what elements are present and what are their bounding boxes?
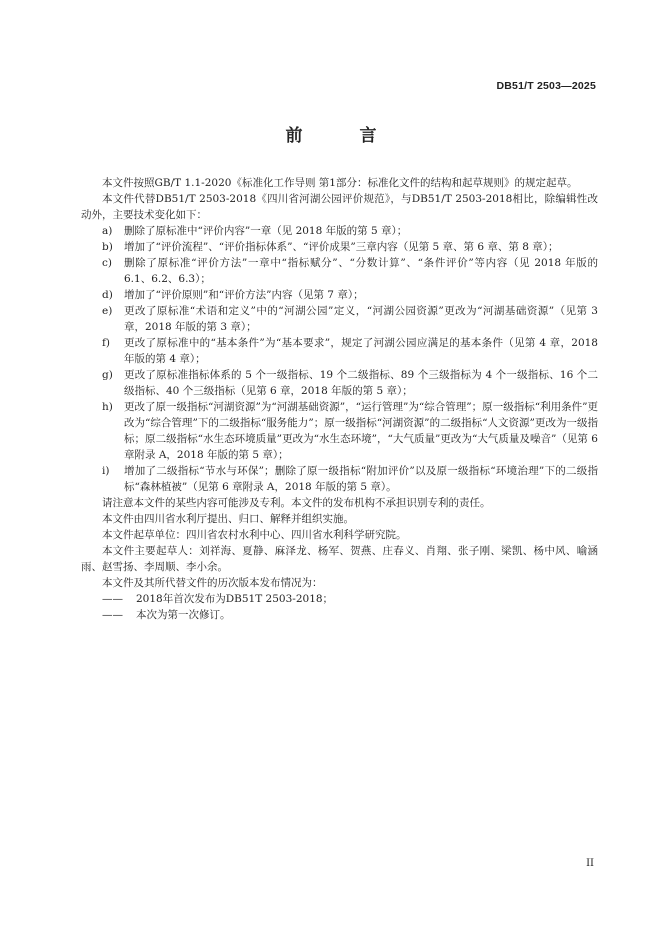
page-number: II [586,858,594,869]
list-item [81,607,598,623]
list-text: 本次为第一次修订。 [136,609,231,621]
list-item [81,287,598,303]
page-title: 前 言 [285,126,397,146]
list-marker: b) [102,241,113,253]
list-text: 更改了原标准中的“基本条件”为“基本要求”，规定了河湖公园应满足的基本条件（见第 4 章，2018 年版的第 4 章）； [124,337,598,365]
list-item [81,223,598,239]
dash-marker: —— [102,609,123,621]
list-text: 删除了原标准“评价方法”一章中“指标赋分”、“分数计算”、“条件评价”等内容（见 2018 年版的 6.1、6.2、6.3）； [124,257,598,285]
standard-code: DB51/T 2503—2025 [496,80,596,92]
paragraph-basis: 本文件按照GB/T 1.1-2020《标准化工作导则 第1部分：标准化文件的结构和起草规则》的规定起草。 [102,177,578,189]
list-marker: d) [102,289,113,301]
list-marker: g) [102,369,113,381]
list-marker: h) [102,401,113,413]
list-marker: c) [102,257,112,269]
list-text: 更改了原标准“术语和定义”中的“河湖公园”定义，“河湖公园资源”更改为“河湖基础资源”（见第 3 章，2018 年版的第 3 章）； [124,305,598,333]
list-item [81,335,598,367]
list-text: 更改了原一级指标“河湖资源”为“河湖基础资源”，“运行管理”为“综合管理”；原一级指标“利用条件”更改为“综合管理”下的二级指标“服务能力”；原一级指标“河湖资源”的二级指标“人文资源”更改为一级指标；原二级指标“水生态环境质量”更改为“水生态环境”，“大气质量”更改为“大气质量及噪音”（见第 6 章附录 A，2018 年版的第 5 章）； [124,401,598,461]
list-text: 2018年首次发布为DB51T 2503-2018； [136,593,334,605]
changes-list [81,223,598,495]
list-text: 增加了“评价流程”、“评价指标体系”、“评价成果”三章内容（见第 5 章、第 6 章、第 8 章）； [124,241,559,253]
proposer-statement: 本文件由四川省水利厅提出、归口、解释并组织实施。 [102,513,354,525]
list-item [81,239,598,255]
history-list [81,591,598,623]
list-item [81,303,598,335]
list-marker: f) [102,337,110,349]
list-text: 删除了原标准中“评价内容”一章（见 2018 年版的第 5 章）； [124,225,408,237]
list-marker: e) [102,305,113,317]
drafters: 本文件主要起草人：刘祥海、夏静、麻泽龙、杨军、贺燕、庄春义、肖翔、张子刚、梁凯、杨中风、喻涵雨、赵雪扬、李周顺、李小余。 [81,545,598,573]
list-item [81,463,598,495]
list-item [81,591,598,607]
paragraph-replacement: 本文件代替DB51/T 2503-2018《四川省河湖公园评价规范》，与DB51/T 2503-2018相比，除编辑性改动外，主要技术变化如下： [81,193,598,221]
drafting-units: 本文件起草单位：四川省农村水利中心、四川省水利科学研究院。 [102,529,407,541]
foreword-body [81,175,598,623]
list-item [81,399,598,463]
history-intro: 本文件及其所代替文件的历次版本发布情况为： [102,577,323,589]
list-marker: a) [102,225,113,237]
list-item [81,367,598,399]
list-marker: i) [102,465,110,477]
list-item [81,255,598,287]
patent-statement: 请注意本文件的某些内容可能涉及专利。本文件的发布机构不承担识别专利的责任。 [102,497,491,509]
list-text: 增加了二级指标“节水与环保”；删除了原一级指标“附加评价”以及原一级指标“环境治理”下的二级指标“森林植被”（见第 6 章附录 A，2018 年版的第 5 章）。 [124,465,598,493]
list-text: 增加了“评价原则”和“评价方法”内容（见第 7 章）； [124,289,364,301]
list-text: 更改了原标准指标体系的 5 个一级指标、19 个二级指标、89 个三级指标为 4 个一级指标、16 个二级指标、40 个三级指标（见第 6 章，2018 年版的第 5 章）； [124,369,598,397]
dash-marker: —— [102,593,123,605]
